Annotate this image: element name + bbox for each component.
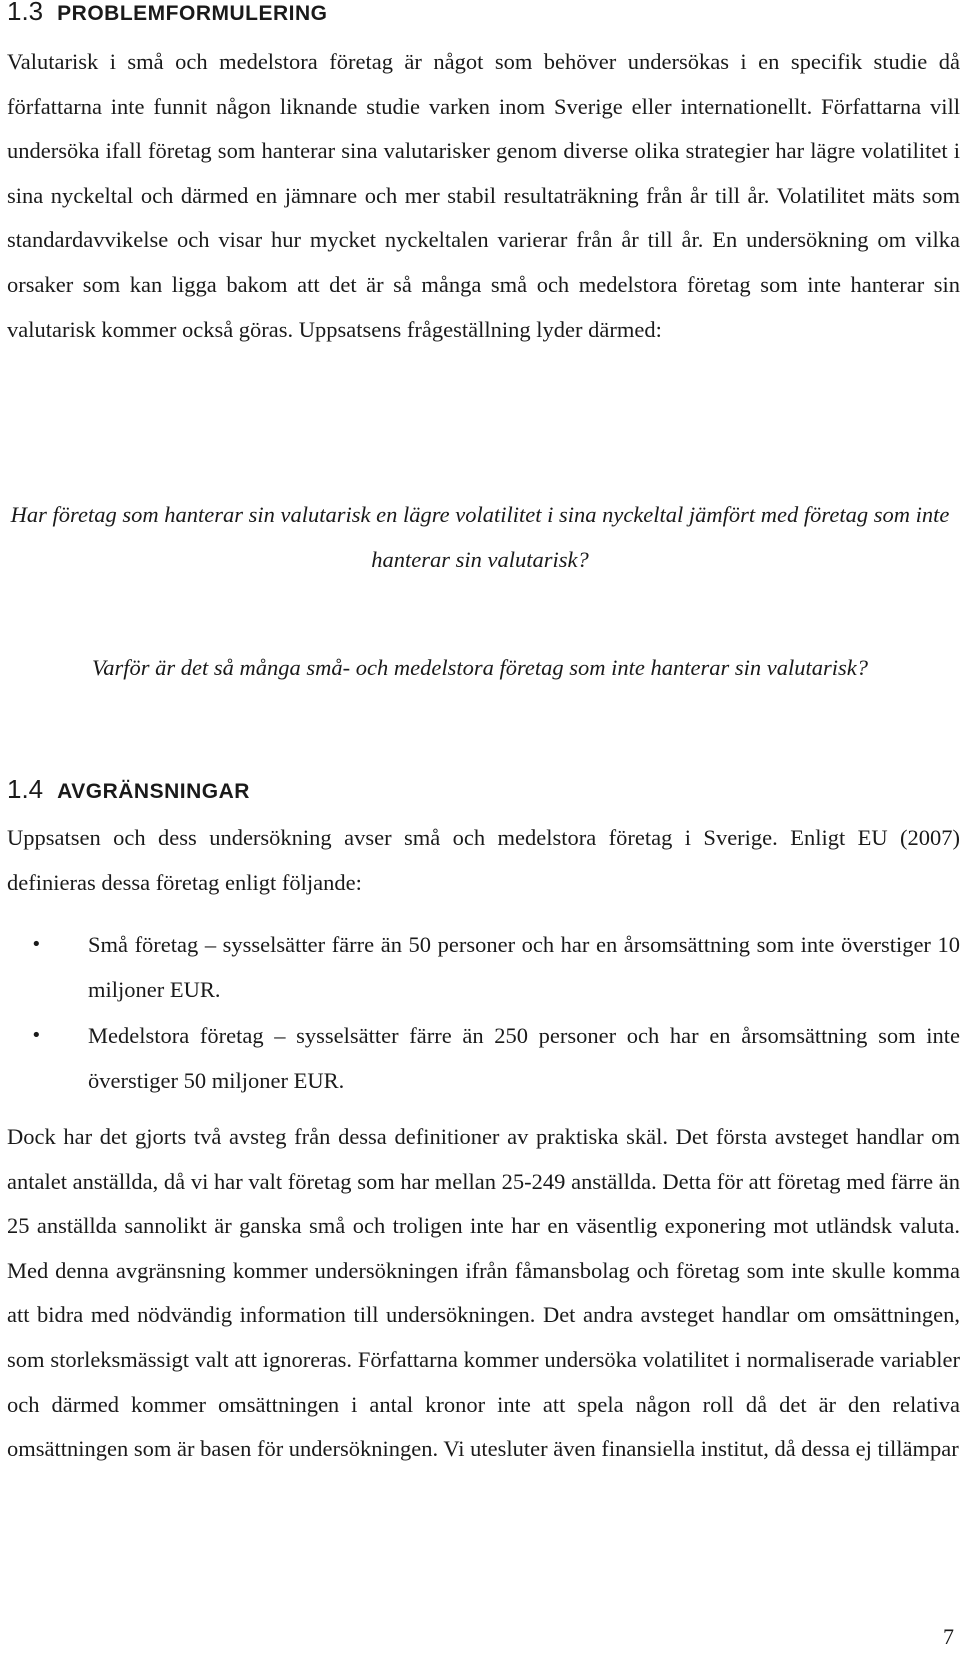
- research-question-2: Varför är det så många små- och medelstora företag som inte hanterar sin valutarisk?: [91, 655, 868, 680]
- section-number: 1.4: [7, 774, 44, 804]
- section-heading-avgransningar: [7, 774, 947, 805]
- section-title: PROBLEMFORMULERING: [57, 2, 328, 25]
- definition-list: [0, 923, 960, 1105]
- scope-paragraph: Dock har det gjorts två avsteg från dessa definitioner av praktiska skäl. Det första avsteget handlar om antalet anställda, då vi har valt företag som har mellan 25-249 anställda. Detta för att företag med färre än 25 anställda sannolikt är ganska små och troligen inte har en väsentlig exponering mot utländsk valuta. Med denna avgränsning kommer undersökningen ifrån fåmansbolag och företag som inte skulle komma att bidra med nödvändig information till undersökningen. Det andra avsteget handlar om omsättningen, som storleksmässigt valt att ignoreras. Författarna kommer undersöka volatilitet i normaliserade variabler och därmed kommer omsättningen i antal kronor inte att spela någon roll då det är den relativa omsättningen som är basen för undersökningen. Vi utesluter även finansiella institut, då dessa ej tillämpar: [7, 1124, 960, 1462]
- section-title: AVGRÄNSNINGAR: [57, 780, 250, 803]
- bullet-icon: •: [31, 934, 42, 955]
- section-heading-problemformulering: [7, 0, 947, 27]
- research-question-1: Har företag som hanterar sin valutarisk en lägre volatilitet i sina nyckeltal jämfört med företag som inte hanterar sin valutarisk?: [10, 502, 950, 572]
- bullet-icon: •: [31, 1025, 42, 1047]
- list-item-text: Medelstora företag – sysselsätter färre än 250 personer och har en årsomsättning som inte överstiger 50 miljoner EUR.: [88, 1023, 960, 1093]
- list-item: [0, 1014, 960, 1103]
- scope-intro-paragraph: Uppsatsen och dess undersökning avser små och medelstora företag i Sverige. Enligt EU (2007) definieras dessa företag enligt följande:: [7, 825, 960, 895]
- list-item-text: Små företag – sysselsätter färre än 50 personer och har en årsomsättning som inte överstiger 10 miljoner EUR.: [88, 932, 960, 1002]
- list-item: [0, 923, 960, 1012]
- section-number: 1.3: [7, 0, 44, 26]
- page-number: 7: [943, 1624, 954, 1649]
- problem-paragraph: Valutarisk i små och medelstora företag är något som behöver undersökas i en specifik studie då författarna inte funnit någon liknande studie varken inom Sverige eller internationellt. Författarna vill undersöka ifall företag som hanterar sina valutarisker genom diverse olika strategier har lägre volatilitet i sina nyckeltal och därmed en jämnare och mer stabil resultaträkning från år till år. Volatilitet mäts som standardavvikelse och visar hur mycket nyckeltalen varierar från år till år. En undersökning om vilka orsaker som kan ligga bakom att det är så många små och medelstora företag som inte hanterar sin valutarisk kommer också göras. Uppsatsens frågeställning lyder därmed:: [7, 49, 960, 342]
